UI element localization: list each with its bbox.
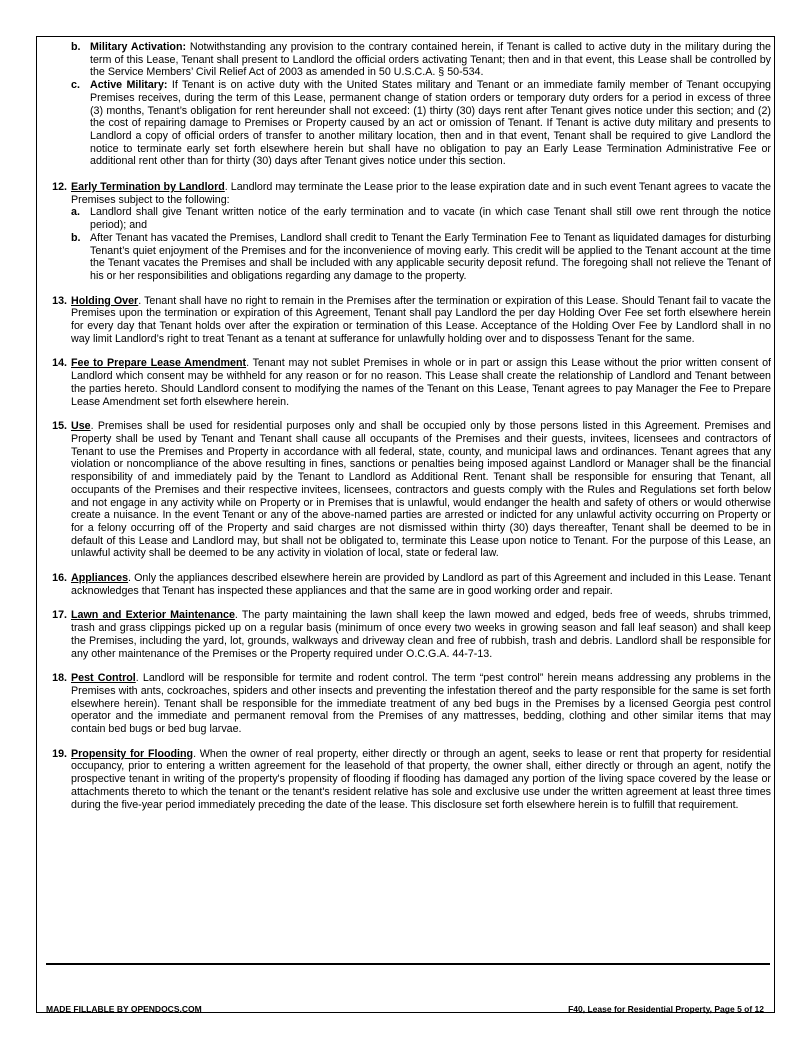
subsection-label: c.	[71, 79, 80, 92]
page-frame	[36, 36, 775, 1013]
section-text: . Premises shall be used for residential purposes only and shall be occupied only by those persons listed in this Agreement. Premises and Property shall be used by Tenant and Tenant shall cause all occupants of the Premises and their guests, invitees, licensees and contractors of Tenant to use the Premises and Property in accordance with all federal, state, county, and municipal laws and ordinances. Tenant agrees that any violation or noncompliance of the above resulting in fines, sanctions or penalties being imposed against Landlord or Manager shall be the financial responsibility of and immediately paid by the Tenant to Landlord as Additional Rent. Tenant shall be responsible for ensuring that Tenant, all occupants of the Premises and their respective invitees, licensees, contractors and guests comply with the Rules and Regulations set forth below and not engage in any activity while on Property or in Premises that is unlawful, would endanger the health and safety of others or would otherwise create a nuisance. In the event Tenant or any of the above-named parties are arrested or indicted for any unlawful activity occurring on Property or for a felony occurring off of the Property and said charges are not dismissed within thirty (30) days thereafter, Tenant shall be deemed to be in default of this Lease and Landlord may, but shall not be obligated to, terminate this Lease upon notice to Tenant. For the purpose of this Lease, an unlawful activity shall be deemed to be any activity in violation of local, state or federal law.	[71, 420, 771, 560]
section-text: . Tenant may not sublet Premises in whole or in part or assign this Lease without the prior written consent of Landlord which consent may be withheld for any reason or for no reason. This Lease shall create the relationship of Landlord and Tenant between the parties hereto. Should Landlord consent to modifying the names of the Tenant on this Lease, Tenant agrees to pay Manager the Fee to Prepare Lease Amendment set forth elsewhere herein.	[71, 357, 771, 408]
section-heading: Pest Control	[71, 672, 136, 685]
section-text: . Landlord will be responsible for termite and rodent control. The term “pest control” herein means addressing any problems in the Premises with ants, cockroaches, spiders and other insects and preventing the infestation thereof and the party responsible for the same is set forth elsewhere herein). Tenant shall be responsible for the immediate treatment of any bed bugs in the Premises by a licensed Georgia pest control operator and the immediate and permanent removal from the Premises of any mattresses, bedding, clothing and other similar items that may contain bed bugs or bed bug larvae.	[71, 672, 771, 736]
section-heading: Fee to Prepare Lease Amendment	[71, 357, 247, 370]
section-number: 13.	[52, 294, 67, 307]
subsection-text: After Tenant has vacated the Premises, Landlord shall credit to Tenant the Early Termination Fee to Tenant as liquidated damages for disturbing Tenant’s quiet enjoyment of the Premises and for the inconvenience of moving early. This credit will be applied to the Tenant account at the time the Tenant vacates the Premises and shall be included with any applicable security deposit refund. The foregoing shall not relieve the Tenant of his or her responsibilities and obligations regarding any damage to the property.	[90, 231, 771, 282]
footer-divider	[46, 963, 770, 965]
section-appliances	[52, 572, 771, 597]
subsection-title: Active Military:	[90, 79, 168, 92]
subsection-text: Landlord shall give Tenant written notice of the early termination and to vacate (in which case Tenant shall still owe rent through the notice period); and	[90, 206, 771, 232]
section-number: 12.	[52, 181, 67, 194]
section-pest-control	[52, 672, 771, 736]
section-lawn-maintenance	[52, 609, 771, 660]
subsection-label: b.	[71, 231, 81, 244]
section-heading: Propensity for Flooding	[71, 747, 194, 760]
section-heading: Use	[71, 420, 91, 433]
section-text: . When the owner of real property, either directly or through an agent, seeks to lease or rent that property for residential occupancy, prior to entering a written agreement for the leasehold of that property, the owner shall, either directly or through an agent, notify the prospective tenant in writing of the property's propensity of flooding if flooding has damaged any portion of the living space covered by the lease or attachments thereto to which the tenant or the tenant's resident relative has sole and exclusive use under the written agreement at least three times during the five-year period immediately preceding the date of the lease. This disclosure set forth elsewhere herein is to fulfill that requirement.	[71, 747, 772, 811]
subsection-title: Military Activation:	[90, 41, 187, 53]
section-number: 17.	[52, 609, 67, 622]
section-text: . The party maintaining the lawn shall keep the lawn mowed and edged, beds free of weeds, shrubs trimmed, trash and grass clippings picked up on a regular basis (minimum of once every two weeks in growing season and fall leaf season) and shall keep the Premises, including the yard, lot, grounds, walkways and driveway clean and free of rubbish, trash and debris. Landlord shall be responsible for any other maintenance of the Premises or the Property required under O.C.G.A. 44-7-13.	[71, 609, 771, 660]
subsection-text: If Tenant is on active duty with the United States military and Tenant or an immediate family member of Tenant occupying Premises receives, during the term of this Lease, permanent change of station orders or temporary duty orders for a period in excess of three (3) months, Tenant’s obligation for rent hereunder shall not exceed: (1) thirty (30) days rent after Tenant gives notice under this section; and (2) the cost of repairing damage to Premises or Property caused by an act or omission of Tenant. If Tenant is active duty military and presents to Landlord a copy of official orders of transfer to another military location, then and in that event, Tenant shall be required to give Landlord the notice to terminate early set forth elsewhere herein but shall have no obligation to pay an Early Lease Termination Administrative Fee or additional rent other than for thirty (30) days after Tenant gives notice under this section.	[90, 79, 771, 168]
section-number: 18.	[52, 672, 67, 685]
section-text: . Landlord may terminate the Lease prior to the lease expiration date and in such event Tenant agrees to vacate the Premises subject to the following:	[71, 181, 771, 206]
subsection-label: b.	[71, 41, 81, 53]
section-text: . Tenant shall have no right to remain in the Premises after the termination or expiration of this Lease. Should Tenant fail to vacate the Premises upon the termination or expiration of this Agreement, Tenant shall pay Landlord the per day Holding Over Fee set forth elsewhere herein for every day that Tenant holds over after the expiration or termination of this Lease. Acceptance of the Holding Over Fee by Landlord shall in no way limit Landlord’s right to treat Tenant as a tenant at sufferance for unlawfully holding over and to dispossess Tenant for the same.	[71, 294, 771, 345]
lease-content	[52, 41, 772, 811]
footer-page-info: F40, Lease for Residential Property, Page 5 of 12	[568, 1004, 764, 1014]
subsection-item	[71, 206, 771, 231]
section-number: 19.	[52, 747, 67, 760]
section-heading: Appliances	[71, 572, 129, 585]
subsection-military-activation	[71, 41, 771, 79]
section-flooding	[52, 747, 772, 812]
section-number: 15.	[52, 420, 67, 433]
subsection-item	[71, 232, 771, 283]
section-number: 14.	[52, 357, 67, 370]
section-heading: Early Termination by Landlord	[71, 181, 225, 194]
footer-left-text: MADE FILLABLE BY OPENDOCS.COM	[46, 1004, 202, 1014]
section-number: 16.	[52, 572, 67, 585]
section-lease-amendment-fee	[52, 357, 771, 408]
section-early-termination	[52, 181, 771, 283]
section-text: . Only the appliances described elsewhere herein are provided by Landlord as part of this Agreement and included in this Lease. Tenant acknowledges that Tenant has inspected these appliances and that the same are in good working order and repair.	[71, 572, 771, 597]
subsection-active-military	[71, 79, 771, 168]
section-use	[52, 420, 771, 560]
section-heading: Lawn and Exterior Maintenance	[71, 609, 235, 622]
subsection-text: Notwithstanding any provision to the contrary contained herein, if Tenant is called to active duty in the military during the term of this Lease, Tenant shall present to Landlord the official orders activating Tenant; then and in that event, this Lease shall be controlled by the Service Members’ Civil Relief Act of 2003 as amended in 50 U.S.C.A. § 50-534.	[90, 41, 771, 79]
section-heading: Holding Over	[71, 294, 139, 307]
subsection-label: a.	[71, 206, 80, 219]
section-holding-over	[52, 294, 771, 346]
